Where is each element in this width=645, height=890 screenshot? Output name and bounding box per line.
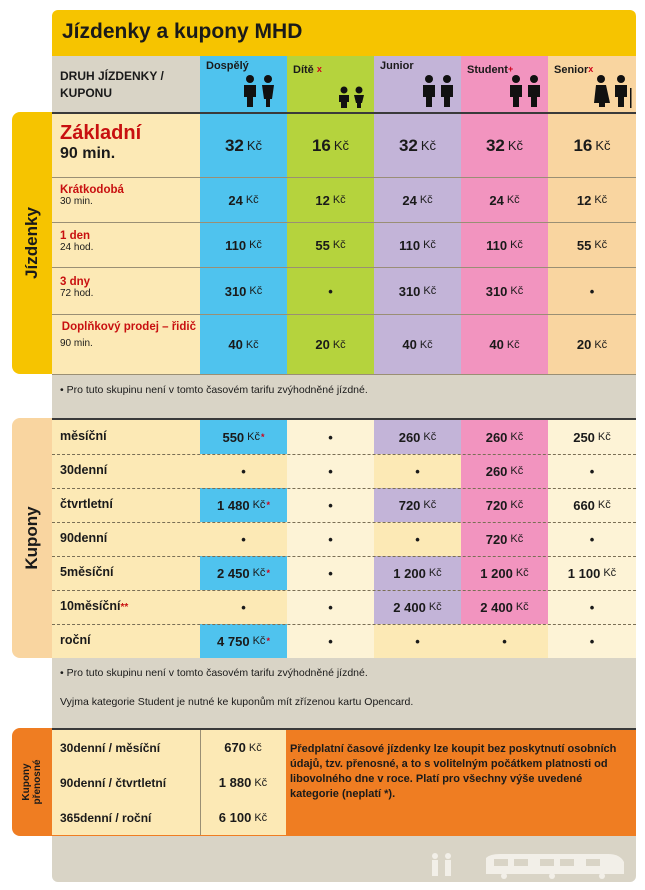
child-mark: x — [316, 64, 322, 74]
coupon-price-cell: • — [328, 463, 333, 479]
coupon-price-cell: • — [328, 429, 333, 445]
ticket-price-cell: 16 Kč — [311, 135, 350, 155]
coupon-row-label: 5měsíční — [60, 565, 114, 579]
divider — [200, 730, 201, 835]
coupon-row-label: 90denní — [60, 531, 108, 545]
transferable-side-tab — [12, 728, 52, 836]
ticket-price-cell: 310 Kč — [485, 283, 524, 299]
coupon-price-cell: 550 Kč * — [222, 429, 265, 445]
coupon-price-cell: 660 Kč — [573, 497, 611, 513]
col-header-junior: Junior — [380, 60, 414, 72]
transferable-row-label: 365denní / roční — [52, 800, 200, 835]
ticket-price-cell: 110 Kč — [486, 237, 523, 253]
divider — [52, 374, 636, 375]
student-mark: + — [507, 64, 514, 74]
coupon-price-cell: 2 400 Kč — [480, 599, 529, 615]
coupon-price-cell: • — [415, 633, 420, 649]
ticket-row-label-1day: 1 den 24 hod. — [60, 230, 94, 253]
adult-pair-icon — [240, 74, 280, 108]
ticket-price-cell: 310 Kč — [398, 283, 437, 299]
transferable-price-cell: 1 880 Kč — [200, 765, 286, 800]
coupon-price-cell: 1 480 Kč * — [217, 497, 270, 513]
coupon-price-cell: • — [589, 463, 595, 479]
coupon-price-cell: • — [328, 633, 333, 649]
coupon-price-cell: • — [328, 531, 333, 547]
coupon-price-cell: 260 Kč — [485, 429, 524, 445]
tickets-note: • Pro tuto skupinu není v tomto časovém tarifu zvýhodněné jízdné. — [60, 384, 368, 396]
ticket-price-cell: 55 Kč — [576, 237, 608, 253]
ticket-price-cell: 24 Kč — [228, 192, 259, 208]
coupon-price-cell: 2 450 Kč * — [217, 565, 270, 581]
opencard-note: Vyjma kategorie Student je nutné ke kuponům mít zřízenou kartu Opencard. — [60, 696, 414, 708]
coupon-price-cell: • — [328, 599, 333, 615]
ticket-price-cell: 110 Kč — [399, 237, 436, 253]
ticket-price-cell: • — [328, 283, 333, 299]
coupon-price-cell: 720 Kč — [485, 497, 524, 513]
transferable-price-cell: 6 100 Kč — [200, 800, 286, 835]
ticket-price-cell: 12 Kč — [576, 192, 608, 208]
coupon-row-label: 30denní — [60, 463, 108, 477]
transferable-price-cell: 670 Kč — [200, 730, 286, 765]
coupon-price-cell: • — [589, 633, 595, 649]
coupon-price-cell: 260 Kč — [398, 429, 437, 445]
ticket-price-cell: 110 Kč — [225, 237, 262, 253]
ticket-price-cell: 55 Kč — [315, 237, 346, 253]
ticket-row-label-short: Krátkodobá 30 min. — [60, 184, 124, 207]
senior-mark: x — [588, 64, 594, 74]
ticket-price-cell: 40 Kč — [402, 337, 433, 352]
coupon-price-cell: • — [502, 633, 507, 649]
coupon-price-cell: 1 200 Kč — [480, 565, 529, 581]
ticket-price-cell: 40 Kč — [228, 337, 259, 352]
col-header-student: Student+ — [467, 64, 514, 76]
coupon-price-cell: • — [415, 531, 420, 547]
junior-pair-icon — [420, 74, 458, 108]
coupon-price-cell: • — [415, 463, 420, 479]
coupon-price-cell: • — [328, 497, 333, 513]
ticket-price-cell: 32 Kč — [398, 135, 437, 155]
coupon-row-label: 10měsíční** — [60, 599, 129, 613]
coupons-side-label: Kupony — [22, 506, 41, 570]
transferable-info: Předplatní časové jízdenky lze koupit bez poskytnutí osobních údajů, tzv. přenosné, a to s volitelným počátkem platnosti od libovolného dne v roce. Platí pro všechny výše uvedené kategorie (neplatí *). — [290, 743, 617, 800]
ticket-price-cell: • — [589, 283, 595, 299]
ticket-price-cell: 20 Kč — [315, 337, 346, 352]
ticket-price-cell: 40 Kč — [489, 337, 520, 352]
ticket-price-cell: 24 Kč — [489, 192, 520, 208]
child-pair-icon — [335, 86, 369, 108]
coupon-price-cell: • — [589, 599, 595, 615]
coupon-row-label: měsíční — [60, 429, 107, 443]
ticket-price-cell: 24 Kč — [402, 192, 433, 208]
coupon-row-label: čtvrtletní — [60, 497, 113, 511]
coupon-price-cell: 1 100 Kč — [567, 565, 617, 581]
transferable-side-label: Kupony přenosné — [21, 759, 43, 805]
transferable-row-label: 90denní / čtvrtletní — [52, 765, 200, 800]
tram-icon — [480, 850, 630, 880]
coupon-price-cell: 2 400 Kč — [393, 599, 442, 615]
coupon-price-cell: • — [241, 531, 246, 547]
coupon-price-cell: 720 Kč — [398, 497, 437, 513]
tickets-side-tab — [12, 112, 52, 374]
ticket-price-cell: 32 Kč — [485, 135, 524, 155]
row-type-header: DRUH JÍZDENKY / KUPONU — [60, 69, 164, 100]
page-title: Jízdenky a kupony MHD — [62, 20, 303, 43]
col-header-senior: Senior$^x$ — [554, 64, 594, 76]
coupon-price-cell: • — [589, 531, 595, 547]
ticket-price-cell: 32 Kč — [224, 135, 263, 155]
tickets-side-label: Jízdenky — [22, 207, 41, 279]
coupon-price-cell: 260 Kč — [485, 463, 524, 479]
col-header-child: Dítě $^x$ — [293, 64, 322, 76]
ticket-row-label-driver: Doplňkový prodej – řidič 90 min. — [60, 321, 196, 349]
coupon-price-cell: 1 200 Kč — [393, 565, 442, 581]
ticket-price-cell: 310 Kč — [224, 283, 263, 299]
coupon-price-cell: • — [241, 463, 246, 479]
ticket-price-cell: 20 Kč — [576, 337, 608, 352]
senior-pair-icon — [592, 74, 632, 108]
transferable-row-label: 30denní / měsíční — [52, 730, 200, 765]
coupons-side-tab — [12, 418, 52, 658]
footer-people-icon — [428, 852, 456, 878]
student-pair-icon — [507, 74, 545, 108]
coupons-note: • Pro tuto skupinu není v tomto časovém tarifu zvýhodněné jízdné. — [60, 667, 368, 679]
coupon-price-cell: 4 750 Kč * — [217, 633, 270, 649]
ticket-price-cell: 12 Kč — [315, 192, 346, 208]
ticket-price-cell: 16 Kč — [573, 135, 611, 155]
col-header-adult: Dospělý — [206, 60, 249, 72]
coupon-price-cell: • — [328, 565, 333, 581]
coupon-row-label: roční — [60, 633, 91, 647]
ticket-row-label-basic: Základní 90 min. — [60, 122, 142, 162]
ticket-row-label-3day: 3 dny 72 hod. — [60, 276, 94, 299]
coupon-price-cell: • — [241, 599, 246, 615]
coupon-price-cell: 250 Kč — [573, 429, 611, 445]
coupon-price-cell: 720 Kč — [485, 531, 524, 547]
